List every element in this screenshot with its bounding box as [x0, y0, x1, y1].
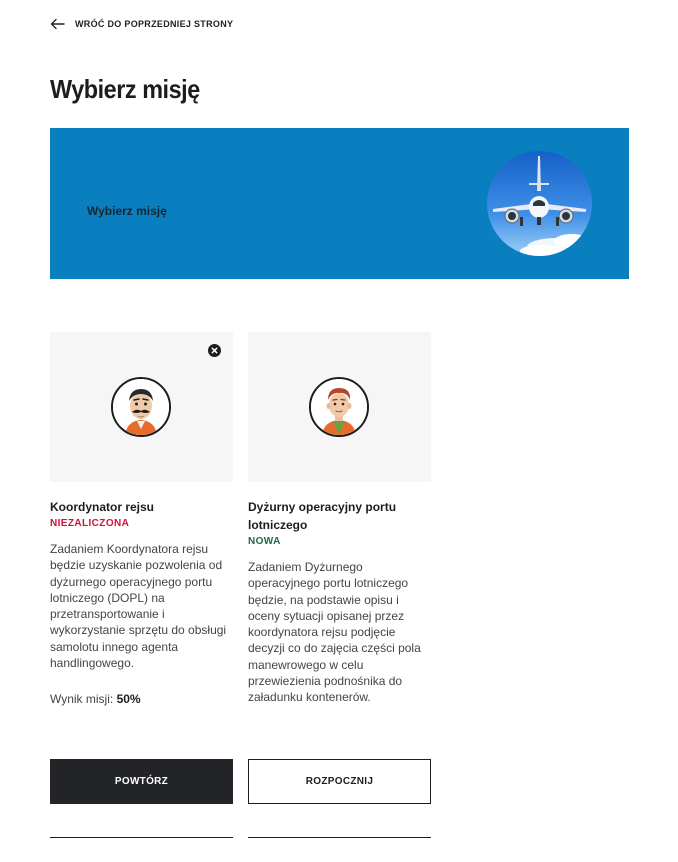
mission-title: Koordynator rejsu: [50, 500, 155, 514]
card-divider: [50, 837, 233, 838]
start-button[interactable]: ROZPOCZNIJ: [248, 759, 431, 804]
back-link[interactable]: [50, 18, 233, 30]
mission-status: NOWA: [248, 536, 281, 547]
mission-description: Zadaniem Dyżurnego operacyjnego portu lotniczego będzie, na podstawie opisu i oceny sytuacji opisanej przez koordynatora rejsu podjęcie decyzji co do zajęcia części pola manewrowego w celu przewiezienia podnośnika do załadunku kontenerów.: [248, 560, 421, 705]
page-title: Wybierz misję: [50, 74, 200, 104]
avatar-duty-officer: [309, 377, 369, 437]
hero-banner: [50, 128, 629, 279]
repeat-button[interactable]: POWTÓRZ: [50, 759, 233, 804]
close-icon[interactable]: [208, 344, 221, 357]
banner-text: Wybierz misję: [87, 204, 167, 218]
airplane-image: [487, 151, 592, 256]
mission-description: Zadaniem Koordynatora rejsu będzie uzyskanie pozwolenia od dyżurnego operacyjnego portu lotniczego (DOPL) na przetransportowanie i wykorzystanie sprzętu do obsługi samolotu innego agenta handlingowego.: [50, 542, 227, 671]
back-link-label: WRÓĆ DO POPRZEDNIEJ STRONY: [75, 19, 234, 29]
mission-status: NIEZALICZONA: [50, 518, 130, 529]
mission-title: Dyżurny operacyjny portu lotniczego: [248, 500, 397, 532]
score-value: 50%: [116, 692, 141, 706]
avatar-coordinator: [111, 377, 171, 437]
mission-card-image: [248, 332, 431, 482]
score-label: Wynik misji:: [50, 692, 114, 706]
mission-card-image: [50, 332, 233, 482]
arrow-left-icon: [50, 18, 65, 30]
card-divider: [248, 837, 431, 838]
mission-score: [50, 692, 141, 706]
